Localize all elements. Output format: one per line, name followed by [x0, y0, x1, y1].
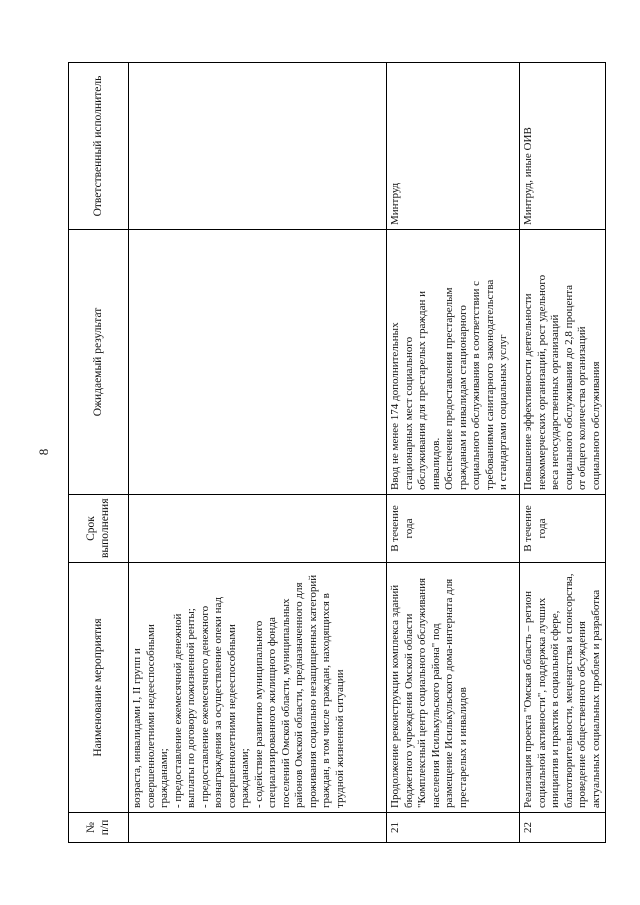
header-result: Ожидаемый результат [69, 230, 129, 495]
row-number-cell [129, 813, 387, 843]
measure-name-line: гражданами; [239, 748, 251, 808]
expected-result-cell [520, 230, 606, 495]
measure-name-line: актуальных социальных проблем и разработка [589, 589, 602, 808]
expected-result-line: некоммерческих организаций, рост удельного [535, 274, 548, 490]
measure-name-line: специализированного жилищного фонда [266, 617, 278, 808]
measure-name-line: проведение общественного обсуждения [576, 621, 588, 808]
measure-name-line: граждан, в том числе граждан, находящихся в [320, 593, 332, 808]
measure-name-line: гражданами; [158, 748, 170, 808]
expected-result-line: социального обслуживания [589, 361, 602, 490]
expected-result-line: социального обслуживания в соответствии с [470, 280, 482, 490]
measure-name-line: населения Исилькульского района" под [429, 623, 442, 808]
expected-result-line: Обеспечение предоставления престарелым [443, 287, 455, 490]
measure-name-line: социальной активности", поддержка лучших [535, 597, 548, 808]
expected-result-line: от общего количества организаций [576, 326, 588, 490]
term-cell [129, 495, 387, 563]
rotated-table-container [68, 63, 602, 843]
measure-name-cell [387, 563, 520, 813]
measure-name-line: возраста, инвалидами I, II групп и [131, 648, 143, 808]
executor-cell: Минтруд, иные ОИВ [520, 63, 606, 230]
measure-name-line: поселений Омской области, муниципальных [279, 598, 292, 808]
executor-cell [129, 63, 387, 230]
term-cell: В течение года [520, 495, 606, 563]
table-row [387, 63, 520, 843]
header-name: Наименование мероприятия [69, 563, 129, 813]
measure-name-line: бюджетного учреждения Омской области [402, 613, 415, 808]
measure-name-cell [520, 563, 606, 813]
expected-result-line: социального обслуживания до 2,8 процента [562, 284, 575, 490]
measure-name-line: - предоставление ежемесячного денежного [198, 605, 211, 808]
term-cell: В течение года [387, 495, 520, 563]
measure-name-line: вознаграждения за осуществление опеки над [212, 596, 224, 808]
expected-result-cell [387, 230, 520, 495]
expected-result-cell [129, 230, 387, 495]
measure-name-line: выплаты по договору пожизненной ренты; [185, 608, 197, 808]
expected-result-line: веса негосударственных организаций [549, 314, 561, 490]
measure-name-line: благотворительности, меценатства и спонсорства, [562, 573, 575, 808]
header-executor: Ответственный исполнитель [69, 63, 129, 230]
expected-result-line: Повышение эффективности деятельности [522, 293, 534, 490]
measure-name-line: - предоставление ежемесячной денежной [171, 613, 184, 808]
measures-table [68, 62, 606, 843]
measure-name-line: совершеннолетними недееспособными [144, 624, 157, 808]
table-row [520, 63, 606, 843]
table-header-row [69, 63, 129, 843]
table-body [129, 63, 606, 843]
expected-result-line: требованиями санитарного законодательства [483, 279, 496, 490]
expected-result-line: обслуживания для престарелых граждан и [416, 291, 428, 490]
executor-cell: Минтруд [387, 63, 520, 230]
expected-result-line: гражданам и инвалидам стационарного [456, 305, 469, 490]
measure-name-line: трудной жизненной ситуации [333, 669, 346, 808]
measure-name-line: - содействие развитию муниципального [252, 620, 265, 808]
expected-result-line: и стандартами социальных услуг [497, 334, 509, 490]
measure-name-line: "Комплексный центр социального обслуживания [416, 577, 428, 808]
measure-name-line: размещение Исилькульского дома-интерната для [443, 578, 455, 808]
header-number: № п/п [69, 813, 129, 843]
expected-result-line: стационарных мест социального [402, 336, 415, 490]
table-row [129, 63, 387, 843]
measure-name-cell [129, 563, 387, 813]
expected-result-line: инвалидов. [429, 437, 442, 490]
header-term: Срок выполнения [69, 495, 129, 563]
expected-result-line: Ввод не менее 174 дополнительных [389, 322, 401, 490]
measure-name-line: проживания социально незащищенных категорий [306, 574, 319, 808]
row-number-cell: 22 [520, 813, 606, 843]
measure-name-line: Продолжение реконструкции комплекса зданий [389, 584, 401, 808]
row-number-cell: 21 [387, 813, 520, 843]
measure-name-line: престарелых и инвалидов [456, 687, 469, 808]
page-number: 8 [36, 448, 51, 456]
measure-name-line: районов Омской области, предназначенного для [293, 582, 305, 808]
measure-name-line: инициатив и практик в социальной сфере, [549, 610, 561, 808]
measure-name-line: Реализация проекта "Омская область – регион [522, 590, 534, 808]
measure-name-line: совершеннолетними недееспособными [225, 624, 238, 808]
